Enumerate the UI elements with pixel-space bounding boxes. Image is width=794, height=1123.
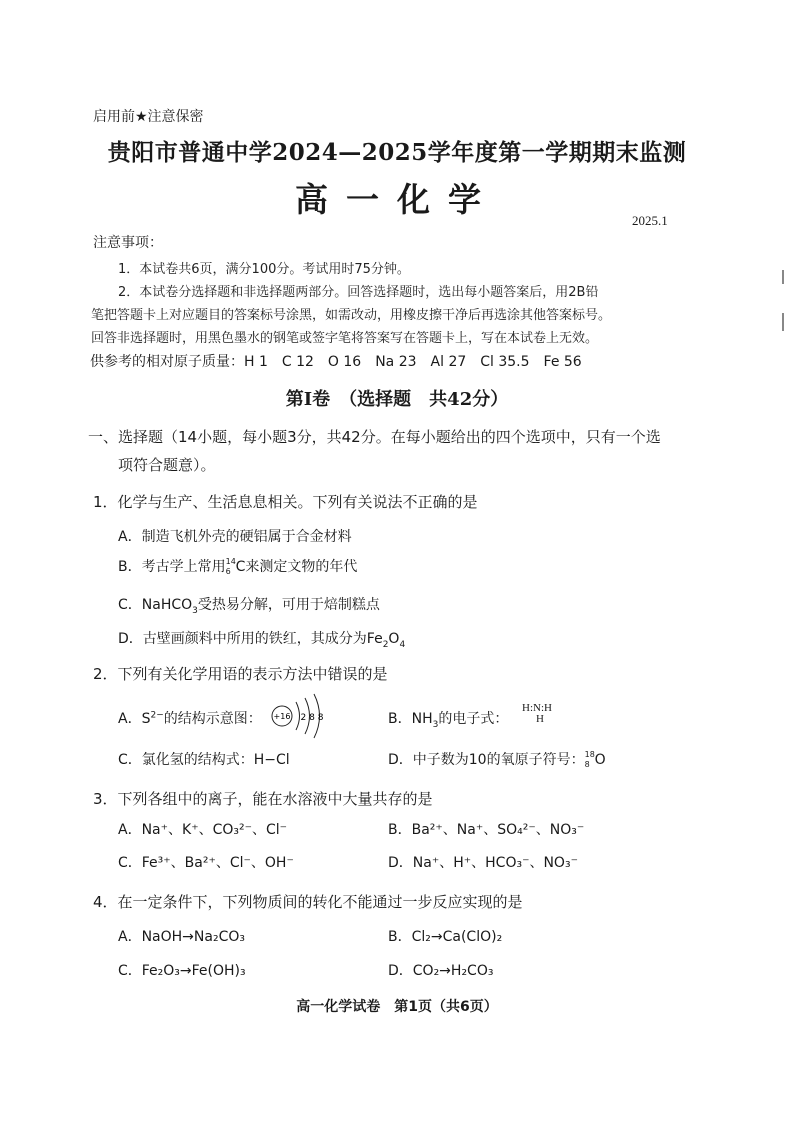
scan-edge-mark (782, 270, 784, 284)
q3-option-d: D．Na⁺、H⁺、HCO₃⁻、NO₃⁻ (388, 855, 578, 871)
oxygen-18-symbol: 18 8 (584, 750, 595, 769)
q3-option-c: C．Fe³⁺、Ba²⁺、Cl⁻、OH⁻ (118, 855, 294, 871)
notice-item-2-cont2: 回答非选择题时，用黑色墨水的钢笔或签字笔将答案写在答题卡上，写在本试卷上无效。 (91, 331, 599, 346)
q4-option-a: A．NaOH→Na₂CO₃ (118, 929, 245, 945)
q1-option-c: C．NaHCO$_3$受热易分解，可用于焙制糕点 (118, 597, 380, 616)
page-footer: 高一化学试卷 第1页（共6页） (296, 999, 498, 1015)
q4-option-c: C．Fe₂O₃→Fe(OH)₃ (118, 963, 246, 979)
q1-option-d: D．古壁画颜料中所用的铁红，其成分为$Fe_2O_4$ (118, 631, 406, 650)
q2-option-b: B．$NH_3$的电子式： (388, 711, 509, 730)
q1-stem: 1．化学与生产、生活息息相关。下列有关说法不正确的是 (93, 493, 478, 511)
q4-stem: 4．在一定条件下，下列物质间的转化不能通过一步反应实现的是 (93, 893, 523, 911)
section-title: 第Ⅰ卷 （选择题 共42分） (285, 389, 509, 410)
notice-item-2: 2．本试卷分选择题和非选择题两部分。回答选择题时，选出每小题答案后，用2B铅 (118, 285, 599, 300)
nucleus-charge: +16 (273, 712, 291, 721)
confidential-label: 启用前★注意保密 (93, 109, 204, 125)
q2-stem: 2．下列有关化学用语的表示方法中错误的是 (93, 665, 388, 683)
q2-option-a: A．$S^{2-}$的结构示意图： (118, 710, 262, 727)
part-instruction: 一、选择题（14小题，每小题3分，共42分。在每小题给出的四个选项中，只有一个选 (88, 428, 661, 446)
exam-title: 贵阳市普通中学2024—2025学年度第一学期期末监测 (107, 139, 687, 166)
q4-option-b: B．Cl₂→Ca(ClO)₂ (388, 929, 503, 945)
q2-option-c: C．氯化氢的结构式：H−Cl (118, 752, 290, 768)
sulfide-ion-structure-diagram (270, 692, 334, 740)
ammonia-lewis-structure: H:N:H H (522, 702, 552, 725)
q3-option-b: B．Ba²⁺、Na⁺、SO₄²⁻、NO₃⁻ (388, 822, 585, 838)
notice-item-1: 1．本试卷共6页，满分100分。考试用时75分钟。 (118, 262, 410, 277)
notice-title: 注意事项： (93, 235, 163, 251)
exam-date: 2025.1 (632, 213, 668, 228)
q3-stem: 3．下列各组中的离子，能在水溶液中大量共存的是 (93, 790, 433, 808)
part-instruction-cont: 项符合题意）。 (118, 456, 216, 474)
q4-option-d: D．CO₂→H₂CO₃ (388, 963, 494, 979)
atomic-masses: 供参考的相对原子质量：H 1 C 12 O 16 Na 23 Al 27 Cl 35.5 Fe 56 (90, 354, 582, 370)
notice-item-2-cont: 笔把答题卡上对应题目的答案标号涂黑，如需改动，用橡皮擦干净后再选涂其他答案标号。 (91, 308, 612, 323)
q1-option-b: B．考古学上常用 14 6 C来测定文物的年代 (118, 557, 358, 576)
electron-shells: 2 8 8 (300, 713, 324, 723)
subject-title: 高一化学 (295, 180, 499, 219)
carbon-14-symbol: 14 6 (225, 557, 236, 576)
q3-option-a: A．Na⁺、K⁺、CO₃²⁻、Cl⁻ (118, 822, 288, 838)
q1-option-a: A．制造飞机外壳的硬铝属于合金材料 (118, 529, 352, 545)
q2-option-d: D．中子数为10的氧原子符号： 18 8 O (388, 750, 606, 769)
scan-edge-mark (782, 313, 784, 331)
